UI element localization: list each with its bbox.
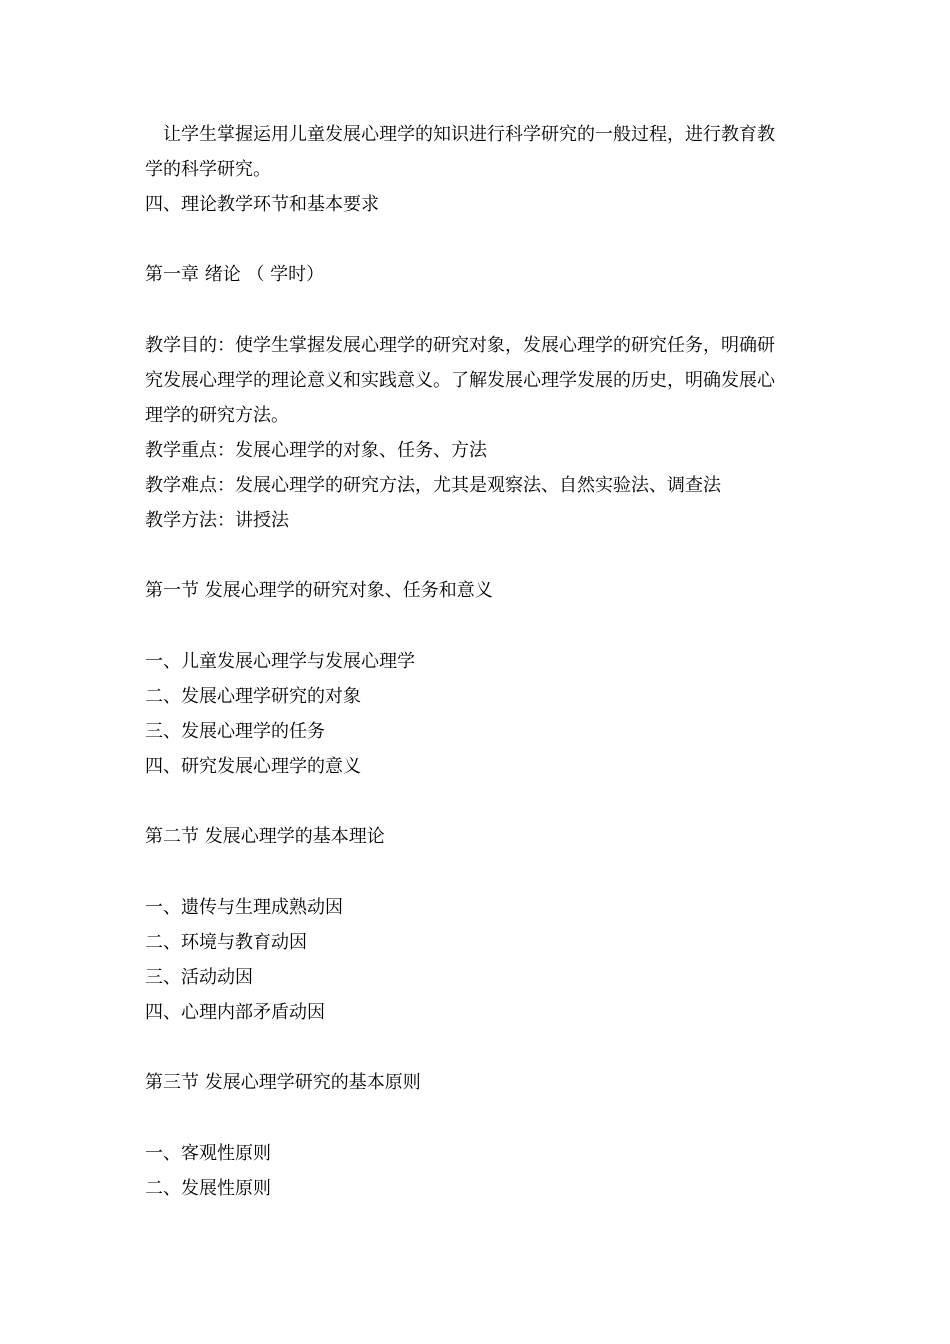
list-item: 三、活动动因 xyxy=(145,967,253,988)
section-title: 第一节 发展心理学的研究对象、任务和意义 xyxy=(145,580,493,601)
paragraph-line: 让学生掌握运用儿童发展心理学的知识进行科学研究的一般过程，进行教育教 xyxy=(163,124,775,145)
list-item: 二、发展性原则 xyxy=(145,1178,271,1199)
list-item: 二、发展心理学研究的对象 xyxy=(145,686,361,707)
teaching-focus: 教学重点：发展心理学的对象、任务、方法 xyxy=(145,440,487,461)
list-item: 三、发展心理学的任务 xyxy=(145,721,325,742)
teaching-difficulty: 教学难点：发展心理学的研究方法，尤其是观察法、自然实验法、调查法 xyxy=(145,475,721,496)
list-item: 一、遗传与生理成熟动因 xyxy=(145,897,343,918)
paragraph-line: 理学的研究方法。 xyxy=(145,405,289,426)
section-title: 第三节 发展心理学研究的基本原则 xyxy=(145,1072,421,1093)
list-item: 四、研究发展心理学的意义 xyxy=(145,756,361,777)
list-item: 一、儿童发展心理学与发展心理学 xyxy=(145,651,415,672)
list-item: 四、心理内部矛盾动因 xyxy=(145,1002,325,1023)
paragraph-line: 究发展心理学的理论意义和实践意义。了解发展心理学发展的历史，明确发展心 xyxy=(145,370,775,391)
list-item: 二、环境与教育动因 xyxy=(145,932,307,953)
paragraph-line: 教学目的：使学生掌握发展心理学的研究对象，发展心理学的研究任务，明确研 xyxy=(145,335,775,356)
list-item: 一、客观性原则 xyxy=(145,1143,271,1164)
section-heading: 四、理论教学环节和基本要求 xyxy=(145,194,379,215)
section-title: 第二节 发展心理学的基本理论 xyxy=(145,826,385,847)
chapter-heading: 第一章 绪论 （ 学时） xyxy=(145,264,325,285)
paragraph-line: 学的科学研究。 xyxy=(145,159,271,180)
teaching-method: 教学方法：讲授法 xyxy=(145,510,289,531)
